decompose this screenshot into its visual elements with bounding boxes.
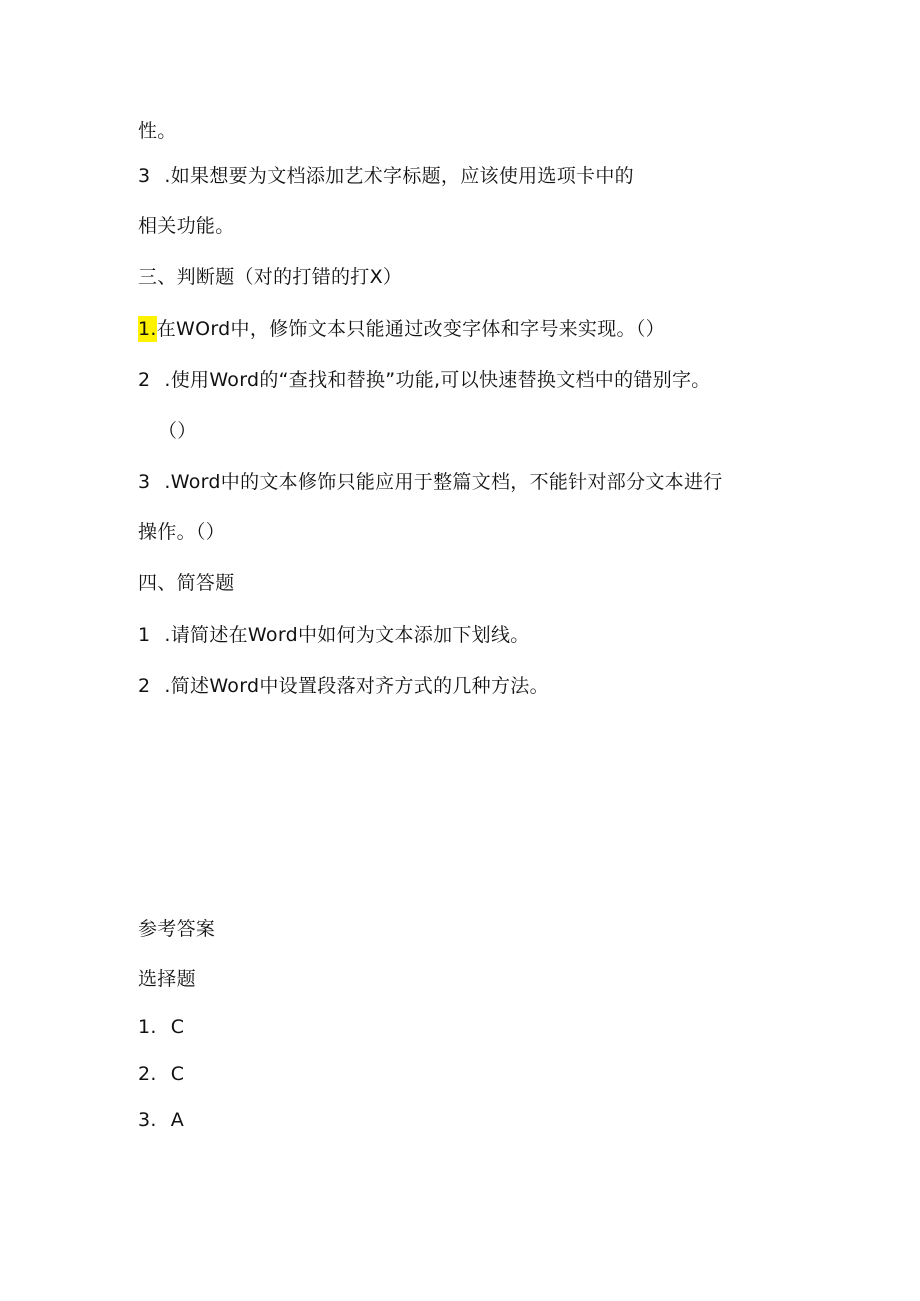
answer-item [138,1061,184,1087]
fill-blank-question-3-continued: 相关功能。 [138,215,235,237]
answer-value: A [170,1109,185,1131]
question-text: .使用Word的“查找和替换”功能,可以快速替换文档中的错别字。 [164,369,711,391]
question-number: 1 [138,624,151,646]
answer-number: 1. [138,1016,157,1038]
answers-subheading: 选择题 [138,968,196,990]
answer-number: 2. [138,1063,157,1085]
answer-item [138,1014,184,1040]
true-false-question-1 [138,316,665,342]
question-number: 2 [138,369,151,391]
question-text: .Word中的文本修饰只能应用于整篇文档，不能针对部分文本进行 [164,471,723,493]
answer-number: 3. [138,1109,157,1131]
answer-item [138,1107,184,1133]
question-text: 在WOrd中，修饰文本只能通过改变字体和字号来实现。（） [156,318,665,340]
question-number: 3 [138,165,151,187]
question-text: .请简述在Word中如何为文本添加下划线。 [164,624,530,646]
question-number: 2 [138,675,151,697]
highlighted-question-number: 1. [138,318,157,340]
true-false-question-3-continued: 操作。（） [138,521,226,543]
answers-heading: 参考答案 [138,918,216,940]
answer-value: C [170,1063,185,1085]
true-false-question-3 [138,469,723,495]
true-false-question-2-continued: （） [158,420,197,442]
question-number: 3 [138,471,151,493]
question-text: .如果想要为文档添加艺术字标题，应该使用选项卡中的 [164,165,634,187]
fill-blank-question-3 [138,163,634,189]
short-answer-question-2 [138,673,549,699]
section-heading-short-answer: 四、简答题 [138,572,235,594]
short-answer-question-1 [138,622,530,648]
question-text: .简述Word中设置段落对齐方式的几种方法。 [164,675,549,697]
section-heading-true-false: 三、判断题（对的打错的打X） [138,266,403,288]
answer-value: C [170,1016,185,1038]
true-false-question-2 [138,367,711,393]
prev-question-tail: 性。 [138,120,177,142]
